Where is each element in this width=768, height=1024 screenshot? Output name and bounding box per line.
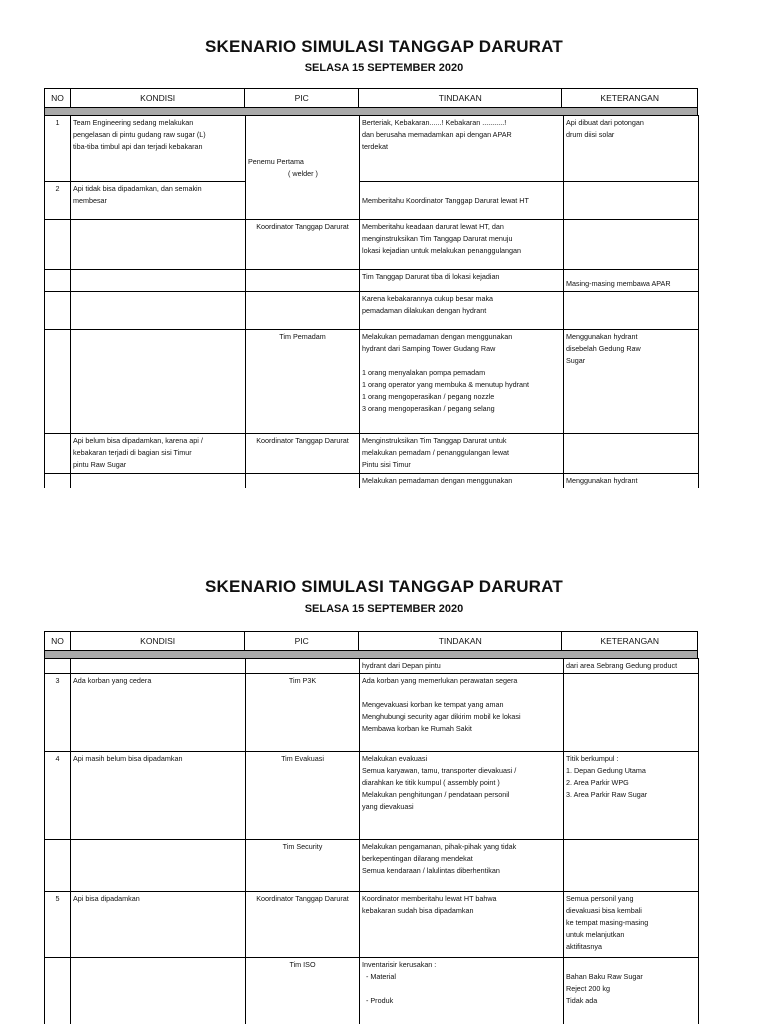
- cell-keterangan: Masing-masing membawa APAR: [564, 270, 699, 292]
- cell-tindakan: Memberitahu Koordinator Tanggap Darurat lewat HT: [360, 182, 564, 220]
- cell-kondisi: Api masih belum bisa dipadamkan: [71, 752, 246, 840]
- cell-pic: Tim P3K: [246, 674, 360, 752]
- table-row: [45, 330, 699, 434]
- cell-kondisi: [71, 270, 246, 292]
- header-no: NO: [45, 632, 71, 650]
- table-row: [45, 659, 699, 674]
- cell-tindakan: Koordinator memberitahu lewat HT bahwa kebakaran sudah bisa dipadamkan: [360, 892, 564, 958]
- header-kondisi: KONDISI: [71, 89, 245, 107]
- header-tindakan: TINDAKAN: [359, 632, 562, 650]
- cell-kondisi: [71, 659, 246, 674]
- cell-tindakan: Melakukan evakuasi Semua karyawan, tamu, transporter dievakuasi / diarahkan ke titik kumpul ( assembly point ) Melakukan penghitungan / pendataan personil yang dievakuasi: [360, 752, 564, 840]
- cell-tindakan: hydrant dari Depan pintu: [360, 659, 564, 674]
- header-tindakan: TINDAKAN: [359, 89, 562, 107]
- cell-no: [45, 220, 71, 270]
- table-row: [45, 182, 699, 220]
- header-pic: PIC: [245, 632, 359, 650]
- cell-kondisi: [71, 840, 246, 892]
- cell-keterangan: Semua personil yang dievakuasi bisa kembali ke tempat masing-masing untuk melanjutkan aktifitasnya: [564, 892, 699, 958]
- cell-kondisi: Api tidak bisa dipadamkan, dan semakin membesar: [71, 182, 246, 220]
- cell-keterangan: [564, 292, 699, 330]
- table-row: [45, 752, 699, 840]
- table-row: [45, 292, 699, 330]
- cell-no: 4: [45, 752, 71, 840]
- cell-keterangan: dari area Sebrang Gedung product: [564, 659, 699, 674]
- cell-keterangan: Api dibuat dari potongan drum diisi solar: [564, 116, 699, 182]
- cell-pic: [246, 474, 360, 489]
- header-keterangan: KETERANGAN: [600, 636, 659, 646]
- cell-kondisi: Team Engineering sedang melakukan pengelasan di pintu gudang raw sugar (L) tiba-tiba timbul api dan terjadi kebakaran: [71, 116, 246, 182]
- cell-no: [45, 292, 71, 330]
- cell-keterangan: Menggunakan hydrant: [564, 474, 699, 489]
- table-row: [45, 674, 699, 752]
- cell-kondisi: [71, 474, 246, 489]
- cell-keterangan: Titik berkumpul : 1. Depan Gedung Utama 2. Area Parkir WPG 3. Area Parkir Raw Sugar: [564, 752, 699, 840]
- cell-pic-merged: Penemu Pertama ( welder ): [246, 116, 360, 220]
- cell-tindakan: Berteriak, Kebakaran......! Kebakaran ...........! dan berusaha memadamkan api dengan APAR terdekat: [360, 116, 564, 182]
- cell-pic: Koordinator Tanggap Darurat: [246, 434, 360, 474]
- cell-no: [45, 330, 71, 434]
- cell-no: [45, 270, 71, 292]
- cell-tindakan: Ada korban yang memerlukan perawatan segera Mengevakuasi korban ke tempat yang aman Menghubungi security agar dikirim mobil ke lokasi Membawa korban ke Rumah Sakit: [360, 674, 564, 752]
- cell-kondisi: Api bisa dipadamkan: [71, 892, 246, 958]
- cell-kondisi: [71, 220, 246, 270]
- header-separator: [44, 651, 698, 658]
- cell-pic: [246, 659, 360, 674]
- cell-kondisi: [71, 330, 246, 434]
- cell-tindakan: Inventarisir kerusakan : - Material - Produk: [360, 958, 564, 1024]
- table-row: [45, 474, 699, 489]
- cell-tindakan: Melakukan pengamanan, pihak-pihak yang tidak berkepentingan dilarang mendekat Semua kendaraan / lalulintas diberhentikan: [360, 840, 564, 892]
- cell-no: [45, 659, 71, 674]
- cell-no: [45, 958, 71, 1024]
- cell-keterangan: [564, 674, 699, 752]
- cell-keterangan: Bahan Baku Raw Sugar Reject 200 kg Tidak ada: [564, 958, 699, 1024]
- cell-pic: Tim Evakuasi: [246, 752, 360, 840]
- table-header: [44, 631, 698, 651]
- cell-kondisi: [71, 958, 246, 1024]
- cell-no: 3: [45, 674, 71, 752]
- scenario-table: [44, 658, 699, 1024]
- table-row: [45, 434, 699, 474]
- page-title: SKENARIO SIMULASI TANGGAP DARURAT: [205, 37, 563, 56]
- cell-keterangan: [564, 182, 699, 220]
- cell-keterangan: Menggunakan hydrant disebelah Gedung Raw Sugar: [564, 330, 699, 434]
- header-separator: [44, 108, 698, 115]
- cell-tindakan: Menginstruksikan Tim Tanggap Darurat untuk melakukan pemadam / penanggulangan lewat Pintu sisi Timur: [360, 434, 564, 474]
- cell-no: 1: [45, 116, 71, 182]
- cell-no: 5: [45, 892, 71, 958]
- cell-pic: [246, 292, 360, 330]
- table-row: [45, 220, 699, 270]
- table-row: [45, 840, 699, 892]
- cell-tindakan: Tim Tanggap Darurat tiba di lokasi kejadian: [360, 270, 564, 292]
- page-subtitle: SELASA 15 SEPTEMBER 2020: [304, 62, 464, 74]
- header-kondisi: KONDISI: [71, 632, 245, 650]
- cell-tindakan: Karena kebakarannya cukup besar maka pemadaman dilakukan dengan hydrant: [360, 292, 564, 330]
- document-page-1: [0, 0, 768, 500]
- page-subtitle: SELASA 15 SEPTEMBER 2020: [304, 603, 464, 615]
- page-title: SKENARIO SIMULASI TANGGAP DARURAT: [205, 577, 563, 596]
- cell-no: [45, 434, 71, 474]
- cell-pic: [246, 270, 360, 292]
- cell-kondisi: Api belum bisa dipadamkan, karena api / kebakaran terjadi di bagian sisi Timur pintu Raw Sugar: [71, 434, 246, 474]
- cell-pic: Tim Security: [246, 840, 360, 892]
- cell-keterangan: [564, 434, 699, 474]
- cell-pic: Koordinator Tanggap Darurat: [246, 220, 360, 270]
- scenario-table: [44, 115, 699, 488]
- cell-keterangan: [564, 840, 699, 892]
- header-keterangan: KETERANGAN: [600, 93, 659, 103]
- cell-pic: Koordinator Tanggap Darurat: [246, 892, 360, 958]
- cell-pic: Tim ISO: [246, 958, 360, 1024]
- document-page-2: [0, 560, 768, 1024]
- cell-kondisi: [71, 292, 246, 330]
- header-no: NO: [45, 89, 71, 107]
- cell-tindakan: Memberitahu keadaan darurat lewat HT, dan menginstruksikan Tim Tanggap Darurat menuju lokasi kejadian untuk melakukan penanggulangan: [360, 220, 564, 270]
- table-row: [45, 958, 699, 1024]
- cell-tindakan: Melakukan pemadaman dengan menggunakan hydrant dari Samping Tower Gudang Raw 1 orang menyalakan pompa pemadam 1 orang operator yang membuka & menutup hydrant 1 orang mengoperasikan / pegang nozzle 3 orang mengoperasikan / pegang selang: [360, 330, 564, 434]
- cell-kondisi: Ada korban yang cedera: [71, 674, 246, 752]
- cell-pic: Tim Pemadam: [246, 330, 360, 434]
- cell-no: [45, 840, 71, 892]
- table-row: [45, 892, 699, 958]
- cell-no: [45, 474, 71, 489]
- cell-keterangan: [564, 220, 699, 270]
- table-row: [45, 116, 699, 182]
- cell-no: 2: [45, 182, 71, 220]
- table-header: [44, 88, 698, 108]
- header-pic: PIC: [245, 89, 359, 107]
- table-row: [45, 270, 699, 292]
- cell-tindakan: Melakukan pemadaman dengan menggunakan: [360, 474, 564, 489]
